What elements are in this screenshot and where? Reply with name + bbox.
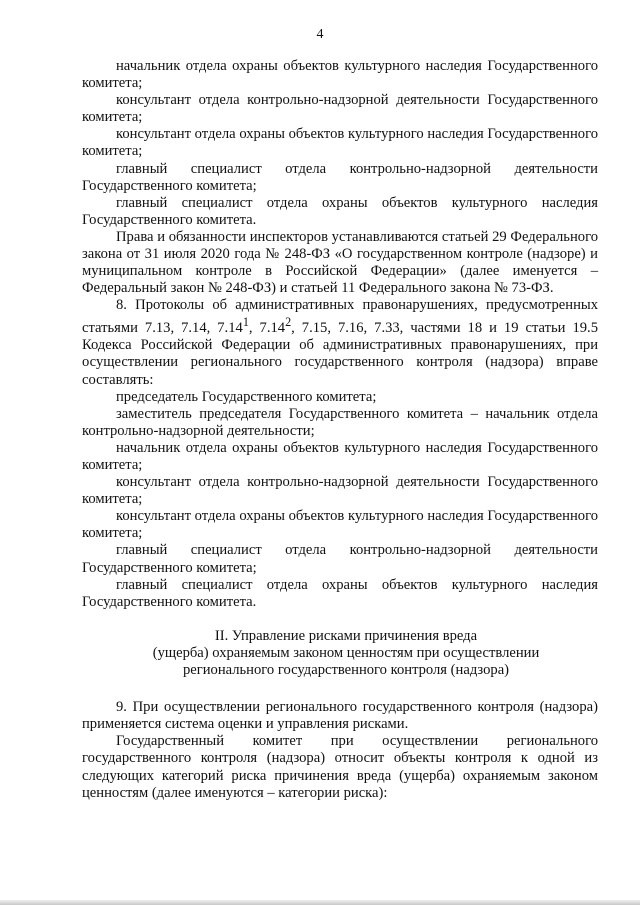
paragraph-officer-3: консультант отдела охраны объектов культурного наследия Государственного комитета; [82, 508, 598, 542]
paragraph-risk-categories: Государственный комитет при осуществлении регионального государственного контроля (надзора) относит объекты контроля к одной из следующих категорий риска причинения вреда (ущерба) охраняемым законом ценностям (далее именуются – категории риска): [82, 733, 598, 801]
paragraph-appointee-4: главный специалист отдела контрольно-надзорной деятельности Государственного комитета; [82, 160, 598, 194]
section-heading-line-2: (ущерба) охраняемым законом ценностям при осуществлении [152, 644, 540, 661]
superscript-2: 2 [285, 315, 292, 330]
superscript-1: 1 [242, 315, 249, 330]
paragraph-deputy-chairman: заместитель председателя Государственного комитета – начальник отдела контрольно-надзорной деятельности; [82, 405, 598, 439]
paragraph-appointee-5: главный специалист отдела охраны объектов культурного наследия Государственного комитета. [82, 194, 598, 228]
paragraph-protocols-part-2: , 7.14 [248, 320, 286, 337]
section-heading-line-1: II. Управление рисками причинения вреда [214, 627, 478, 644]
paragraph-appointee-1: начальник отдела охраны объектов культурного наследия Государственного комитета; [82, 58, 598, 92]
document-body [82, 58, 598, 802]
paragraph-officer-2: консультант отдела контрольно-надзорной деятельности Государственного комитета; [82, 474, 598, 508]
scan-bottom-edge [0, 900, 640, 905]
page-number: 4 [316, 27, 324, 42]
paragraph-protocols-part-1: 8. Протоколы об административных правонарушениях, предусмотренных статьями 7.13, 7.14, 7.14 [82, 297, 598, 337]
paragraph-appointee-2: консультант отдела контрольно-надзорной деятельности Государственного комитета; [82, 92, 598, 126]
paragraph-protocols [82, 297, 598, 388]
paragraph-chairman: председатель Государственного комитета; [116, 388, 377, 405]
paragraph-officer-1: начальник отдела охраны объектов культурного наследия Государственного комитета; [82, 439, 598, 474]
paragraph-protocols-part-3: , 7.15, 7.16, 7.33, частями 18 и 19 статьи 19.5 Кодекса Российской Федерации об административных правонарушениях, при осуществлении регионального государственного контроля (надзора) вправе составлять: [82, 320, 599, 388]
section-heading-line-3: регионального государственного контроля (надзора) [182, 662, 510, 679]
paragraph-inspector-rights: Права и обязанности инспекторов устанавливаются статьей 29 Федерального закона от 31 июля 2020 года № 248-ФЗ «О государственном контроле (надзоре) и муниципальном контроле в Российской Федерации» (далее именуется – Федеральный закон № 248-ФЗ) и статьей 11 Федерального закона № 73-ФЗ. [82, 228, 598, 297]
section-heading [82, 628, 598, 679]
paragraph-officer-5: главный специалист отдела охраны объектов культурного наследия Государственного комитета. [82, 576, 598, 610]
paragraph-officer-4: главный специалист отдела контрольно-надзорной деятельности Государственного комитета; [82, 542, 598, 576]
paragraph-appointee-3: консультант отдела охраны объектов культурного наследия Государственного комитета; [82, 126, 598, 160]
paragraph-risk-system: 9. При осуществлении регионального государственного контроля (надзора) применяется система оценки и управления рисками. [82, 699, 598, 733]
